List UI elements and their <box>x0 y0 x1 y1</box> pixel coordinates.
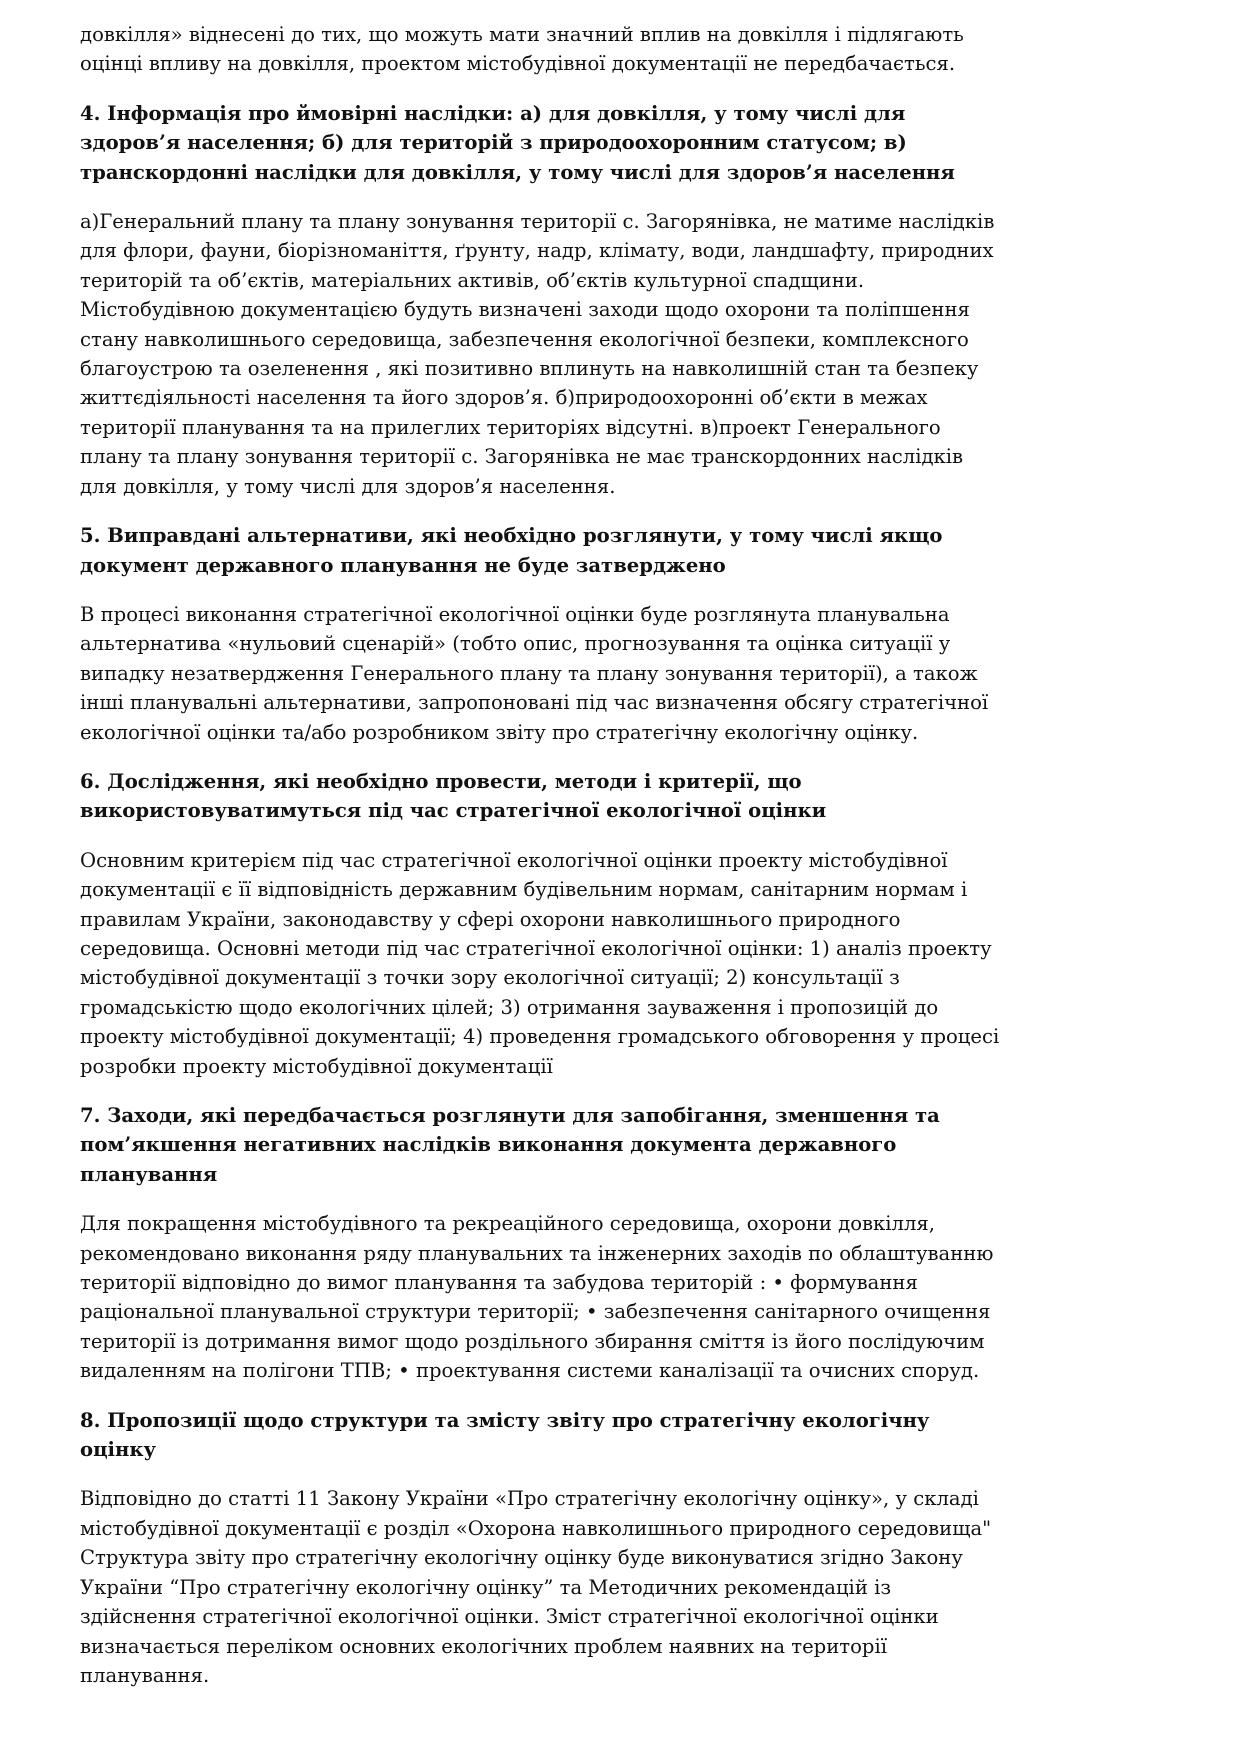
heading-line: використовуватимуться під час стратегічної екологічної оцінки <box>80 799 827 823</box>
intro-paragraph <box>80 20 1160 79</box>
text-line: проекту містобудівної документації; 4) проведення громадського обговорення у процесі <box>80 1025 1000 1049</box>
text-line: здійснення стратегічної екологічної оцінки. Зміст стратегічної екологічної оцінки <box>80 1605 939 1629</box>
text-line: розробки проекту містобудівної документації <box>80 1054 553 1078</box>
text-line: екологічної оцінки та/або розробником звіту про стратегічну екологічну оцінку. <box>80 720 919 744</box>
heading-line: планування <box>80 1162 218 1186</box>
text-line: території відповідно до вимог планування та забудова територій : • формування <box>80 1271 918 1295</box>
heading-line: 7. Заходи, які передбачається розглянути для запобігання, зменшення та <box>80 1104 940 1127</box>
text-line: благоустрою та озеленення , які позитивно вплинуть на навколишній стан та безпеку <box>80 357 979 381</box>
text-line: України “Про стратегічну екологічну оцінку” та Методичних рекомендацій із <box>80 1575 892 1599</box>
text-line: плану та плану зонування території с. Загорянівка не має транскордонних наслідків <box>80 445 964 469</box>
text-line: а)Генеральний плану та плану зонування території с. Загорянівка, не матиме наслідків <box>80 210 995 234</box>
text-line: документації є її відповідність державним будівельним нормам, санітарним нормам і <box>80 878 968 902</box>
heading-line: 5. Виправдані альтернативи, які необхідно розглянути, у тому числі якщо <box>80 524 943 548</box>
text-line: території із дотримання вимог щодо роздільного збирання сміття із його послідуючим <box>80 1329 985 1353</box>
text-line: правилам України, законодавству у сфері охорони навколишнього природного <box>80 907 901 931</box>
section-5-body <box>80 600 1160 747</box>
text-line: альтернатива «нульовий сценарій» (тобто опис, прогнозування та оцінка ситуації у <box>80 632 951 656</box>
text-line: території планування та на прилеглих територіях відсутні. в)проект Генерального <box>80 415 941 439</box>
text-line: рекомендовано виконання ряду планувальних та інженерних заходів по облаштуванню <box>80 1241 994 1265</box>
section-7-body <box>80 1209 1160 1385</box>
heading-line: документ державного планування не буде затверджено <box>80 553 726 577</box>
text-line: планування. <box>80 1663 210 1687</box>
text-line: довкілля» віднесені до тих, що можуть мати значний вплив на довкілля і підлягають <box>80 23 964 46</box>
text-line: Основним критерієм під час стратегічної екологічної оцінки проекту містобудівної <box>80 848 948 872</box>
text-line: оцінці впливу на довкілля, проектом містобудівної документації не передбачається. <box>80 52 956 76</box>
heading-line: 8. Пропозиції щодо структури та змісту звіту про стратегічну екологічну <box>80 1408 930 1432</box>
text-line: громадськістю щодо екологічних цілей; 3) отримання зауваження і пропозицій до <box>80 995 939 1019</box>
heading-line: 6. Дослідження, які необхідно провести, методи і критерії, що <box>80 769 802 793</box>
text-line: середовища. Основні методи під час стратегічної екологічної оцінки: 1) аналіз проекту <box>80 936 992 960</box>
section-6-heading <box>80 767 1160 826</box>
heading-line: оцінку <box>80 1438 157 1462</box>
text-line: містобудівної документації з точки зору екологічної ситуації; 2) консультації з <box>80 966 900 990</box>
section-7-heading <box>80 1101 1160 1189</box>
text-line: визначається переліком основних екологічних проблем наявних на території <box>80 1634 887 1658</box>
document-page <box>80 20 1160 1710</box>
text-line: Структура звіту про стратегічну екологічну оцінку буде виконуватися згідно Закону <box>80 1546 963 1570</box>
text-line: життєдіяльності населення та його здоров’я. б)природоохоронні об’єкти в межах <box>80 386 928 410</box>
section-4-body <box>80 207 1160 501</box>
text-line: стану навколишнього середовища, забезпечення екологічної безпеки, комплексного <box>80 327 969 351</box>
text-line: раціональної планувальної структури території; • забезпечення санітарного очищення <box>80 1300 991 1324</box>
section-4-heading <box>80 99 1160 187</box>
section-8-heading <box>80 1406 1160 1465</box>
text-line: Відповідно до статті 11 Закону України «Про стратегічну екологічну оцінку», у складі <box>80 1487 979 1511</box>
section-8-body <box>80 1484 1160 1690</box>
text-line: для довкілля, у тому числі для здоров’я населення. <box>80 474 616 498</box>
text-line: видаленням на полігони ТПВ; • проектування системи каналізації та очисних споруд. <box>80 1359 980 1383</box>
text-line: територій та об’єктів, матеріальних активів, об’єктів культурної спадщини. <box>80 268 865 292</box>
text-line: для флори, фауни, біорізноманіття, ґрунту, надр, клімату, води, ландшафту, природних <box>80 239 994 263</box>
text-line: В процесі виконання стратегічної екологічної оцінки буде розглянута планувальна <box>80 602 950 626</box>
text-line: інші планувальні альтернативи, запропоновані під час визначення обсягу стратегічної <box>80 691 989 715</box>
text-line: випадку незатвердження Генерального плану та плану зонування території), а також <box>80 661 978 685</box>
text-line: Для покращення містобудівного та рекреаційного середовища, охорони довкілля, <box>80 1212 936 1236</box>
heading-line: 4. Інформація про ймовірні наслідки: а) для довкілля, у тому числі для <box>80 101 906 125</box>
heading-line: здоров’я населення; б) для територій з природоохоронним статусом; в) <box>80 131 907 155</box>
heading-line: пом’якшення негативних наслідків виконання документа державного <box>80 1133 897 1157</box>
section-5-heading <box>80 521 1160 580</box>
section-6-body <box>80 846 1160 1081</box>
text-line: містобудівної документації є розділ «Охорона навколишнього природного середовища" <box>80 1516 992 1540</box>
text-line: Містобудівною документацією будуть визначені заходи щодо охорони та поліпшення <box>80 298 970 322</box>
heading-line: транскордонні наслідки для довкілля, у тому числі для здоров’я населення <box>80 160 955 184</box>
